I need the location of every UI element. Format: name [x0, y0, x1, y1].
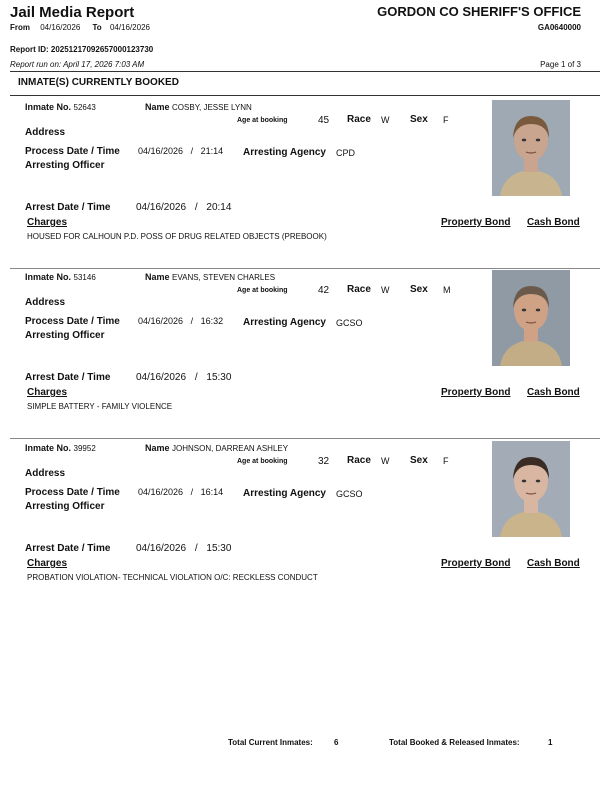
- header-divider: [10, 71, 600, 72]
- inmate-no-label: Inmate No.: [25, 272, 72, 282]
- process-time: 16:14: [200, 487, 224, 497]
- process-slash: /: [190, 316, 194, 326]
- arresting-officer-label: Arresting Officer: [25, 501, 105, 512]
- sex-label: Sex: [410, 114, 428, 125]
- arresting-agency-label: Arresting Agency: [243, 488, 326, 499]
- inmate-name: [145, 272, 275, 282]
- process-label: Process Date / Time: [25, 316, 120, 327]
- process-date: 04/16/2026: [138, 487, 184, 497]
- arresting-officer-label: Arresting Officer: [25, 330, 105, 341]
- race-value: W: [381, 285, 390, 295]
- race-label: Race: [347, 284, 371, 295]
- from-date: 04/16/2026: [40, 23, 81, 32]
- mugshot-photo: [492, 270, 570, 366]
- sex-label: Sex: [410, 455, 428, 466]
- sex-value: M: [443, 285, 451, 295]
- mugshot-photo: [492, 100, 570, 196]
- property-bond-label: Property Bond: [441, 217, 511, 228]
- cash-bond-label: Cash Bond: [527, 558, 580, 569]
- property-bond-label: Property Bond: [441, 558, 511, 569]
- charges-value: PROBATION VIOLATION- TECHNICAL VIOLATION O/C: RECKLESS CONDUCT: [27, 573, 318, 582]
- total-booked-released-value: 1: [548, 738, 553, 747]
- arrest-time: 15:30: [206, 543, 232, 554]
- arresting-agency-value: CPD: [336, 148, 356, 158]
- inmate-no-value: 52643: [73, 103, 96, 112]
- inmate-record: [10, 437, 600, 607]
- sex-value: F: [443, 115, 449, 125]
- process-slash: /: [190, 487, 194, 497]
- agency-code: GA0640000: [537, 23, 581, 32]
- to-label: To: [92, 23, 102, 32]
- inmate-name: [145, 102, 252, 112]
- charges-label: Charges: [27, 558, 68, 569]
- total-current-label: Total Current Inmates:: [228, 738, 313, 747]
- inmate-no: [25, 272, 96, 282]
- arrest-time: 15:30: [206, 372, 232, 383]
- report-run-on: Report run on: April 17, 2026 7:03 AM: [10, 60, 145, 69]
- inmate-no-label: Inmate No.: [25, 102, 72, 112]
- race-value: W: [381, 115, 390, 125]
- arrest-date: 04/16/2026: [136, 543, 187, 554]
- age-value: 42: [318, 285, 330, 296]
- to-date: 04/16/2026: [109, 23, 150, 32]
- inmate-no-value: 39952: [73, 444, 96, 453]
- age-value: 32: [318, 456, 330, 467]
- name-value: COSBY, JESSE LYNN: [172, 103, 252, 112]
- report-id: Report ID: 20251217092657000123730: [10, 45, 154, 54]
- address-label: Address: [25, 468, 66, 479]
- name-label: Name: [145, 102, 170, 112]
- age-label: Age at booking: [237, 117, 288, 124]
- arrest-date: 04/16/2026: [136, 202, 187, 213]
- charges-value: HOUSED FOR CALHOUN P.D. POSS OF DRUG RELATED OBJECTS (PREBOOK): [27, 232, 327, 241]
- date-range: [10, 23, 150, 32]
- process-time: 16:32: [200, 316, 224, 326]
- age-label: Age at booking: [237, 458, 288, 465]
- address-label: Address: [25, 127, 66, 138]
- process-label: Process Date / Time: [25, 146, 120, 157]
- inmate-no-value: 53146: [73, 273, 96, 282]
- sex-label: Sex: [410, 284, 428, 295]
- arresting-agency-value: GCSO: [336, 489, 363, 499]
- charges-label: Charges: [27, 387, 68, 398]
- arrest-datetime: [136, 372, 231, 383]
- race-label: Race: [347, 455, 371, 466]
- arrest-slash: /: [194, 543, 198, 554]
- inmate-no: [25, 102, 96, 112]
- arrest-date: 04/16/2026: [136, 372, 187, 383]
- arrest-datetime: [136, 543, 231, 554]
- mugshot-photo: [492, 441, 570, 537]
- name-label: Name: [145, 272, 170, 282]
- race-label: Race: [347, 114, 371, 125]
- address-label: Address: [25, 297, 66, 308]
- arrest-label: Arrest Date / Time: [25, 202, 111, 213]
- section-title: INMATE(S) CURRENTLY BOOKED: [18, 77, 179, 88]
- age-value: 45: [318, 115, 330, 126]
- arresting-officer-label: Arresting Officer: [25, 160, 105, 171]
- name-value: EVANS, STEVEN CHARLES: [172, 273, 276, 282]
- property-bond-label: Property Bond: [441, 387, 511, 398]
- cash-bond-label: Cash Bond: [527, 217, 580, 228]
- arrest-slash: /: [194, 202, 198, 213]
- agency-name: GORDON CO SHERIFF'S OFFICE: [377, 4, 581, 19]
- process-slash: /: [190, 146, 194, 156]
- race-value: W: [381, 456, 390, 466]
- total-booked-released-label: Total Booked & Released Inmates:: [389, 738, 520, 747]
- arresting-agency-label: Arresting Agency: [243, 317, 326, 328]
- process-time: 21:14: [200, 146, 224, 156]
- inmate-record: [10, 266, 600, 436]
- process-datetime: [138, 316, 223, 326]
- total-current-value: 6: [334, 738, 339, 747]
- page-number: Page 1 of 3: [540, 60, 581, 69]
- from-label: From: [10, 23, 30, 32]
- cash-bond-label: Cash Bond: [527, 387, 580, 398]
- report-title: Jail Media Report: [10, 4, 135, 21]
- name-label: Name: [145, 443, 170, 453]
- process-date: 04/16/2026: [138, 146, 184, 156]
- charges-label: Charges: [27, 217, 68, 228]
- arrest-label: Arrest Date / Time: [25, 543, 111, 554]
- charges-value: SIMPLE BATTERY - FAMILY VIOLENCE: [27, 402, 173, 411]
- process-datetime: [138, 487, 223, 497]
- arrest-datetime: [136, 202, 231, 213]
- inmate-record: [10, 96, 600, 266]
- process-label: Process Date / Time: [25, 487, 120, 498]
- arrest-slash: /: [194, 372, 198, 383]
- name-value: JOHNSON, DARREAN ASHLEY: [172, 444, 289, 453]
- arresting-agency-value: GCSO: [336, 318, 363, 328]
- arrest-label: Arrest Date / Time: [25, 372, 111, 383]
- arrest-time: 20:14: [206, 202, 232, 213]
- inmate-name: [145, 443, 288, 453]
- inmate-no: [25, 443, 96, 453]
- process-datetime: [138, 146, 223, 156]
- process-date: 04/16/2026: [138, 316, 184, 326]
- inmate-no-label: Inmate No.: [25, 443, 72, 453]
- arresting-agency-label: Arresting Agency: [243, 147, 326, 158]
- age-label: Age at booking: [237, 287, 288, 294]
- sex-value: F: [443, 456, 449, 466]
